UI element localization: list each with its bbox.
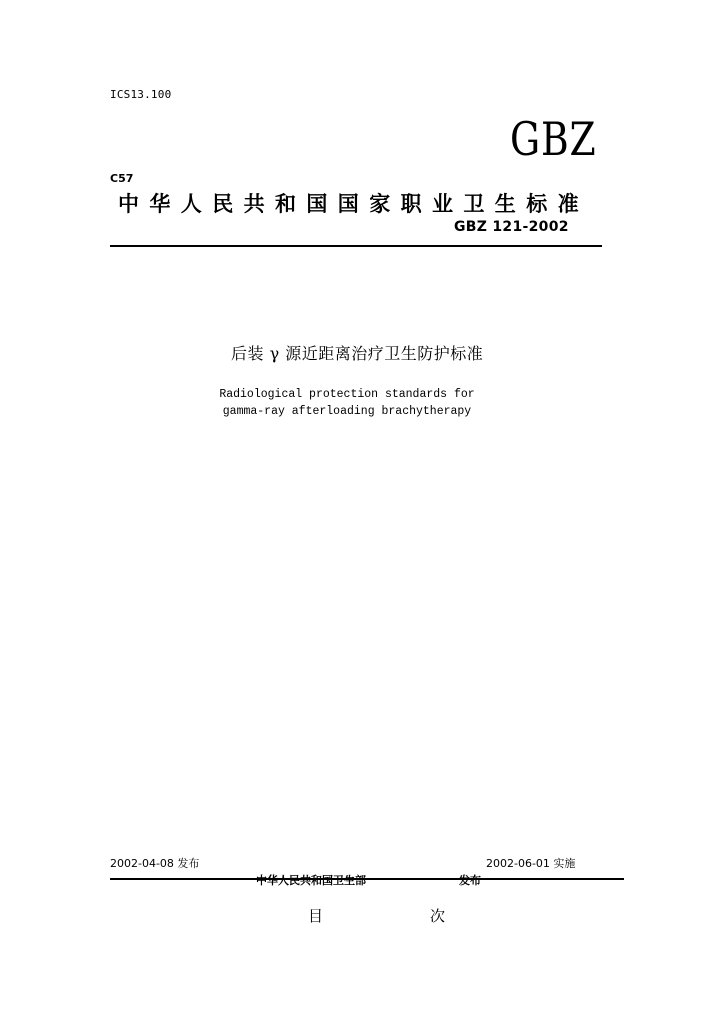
gbz-logo: GBZ bbox=[510, 112, 597, 166]
header-divider bbox=[110, 245, 602, 247]
issue-date: 2002-04-08 发布 bbox=[110, 857, 200, 870]
toc-heading-char-2: 次 bbox=[430, 907, 446, 925]
ccs-code: C57 bbox=[110, 172, 134, 185]
national-standard-title: 中华人民共和国国家职业卫生标准 bbox=[118, 192, 589, 216]
footer-divider bbox=[110, 878, 624, 880]
issuing-authority-suffix: 发布 bbox=[459, 874, 481, 887]
english-title: Radiological protection standards for gamma-ray afterloading brachytherapy bbox=[219, 388, 475, 418]
toc-heading-char-1: 目 bbox=[308, 907, 324, 925]
issuing-authority: 中华人民共和国卫生部 bbox=[256, 874, 366, 887]
standard-code: GBZ 121-2002 bbox=[454, 219, 569, 235]
ics-code: ICS13.100 bbox=[110, 88, 172, 101]
chinese-title: 后装 γ 源近距离治疗卫生防护标准 bbox=[231, 344, 484, 363]
implementation-date: 2002-06-01 实施 bbox=[486, 857, 576, 870]
